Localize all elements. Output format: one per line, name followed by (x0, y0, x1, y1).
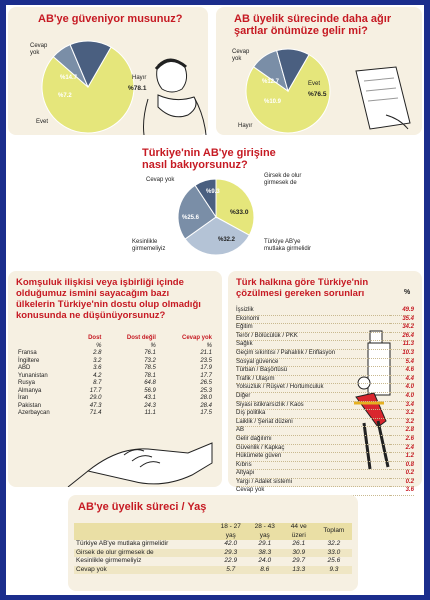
pie-chart-eu-entry (66, 143, 366, 265)
cell-value: 26.1 (292, 540, 306, 547)
cell-value: 2.8 (405, 427, 414, 434)
cell-value: 4.6 (405, 367, 414, 374)
label-eu-must: Türkiye AB'ye mutlaka girmelidir (264, 239, 312, 252)
cell-value: 3.2 (405, 418, 414, 425)
row-label: Girsek de olur girmesek de (76, 548, 154, 556)
row-label: Rusya (18, 380, 36, 386)
row-label: Geçim sıkıntısı / Pahalılık / Enflasyon (236, 349, 336, 356)
panel-neighbours (8, 271, 222, 487)
row-label: Yargı / Adalet sistemi (236, 478, 292, 485)
label-no-2: Hayır (238, 123, 253, 129)
row-label: AB (236, 427, 245, 434)
infographic-page (6, 5, 424, 595)
cell-value: 73.2 (144, 357, 156, 364)
age-table (74, 523, 352, 574)
table-row (74, 549, 352, 558)
table-row (236, 332, 414, 341)
cell-value: 21.1 (200, 350, 212, 356)
cell-value: 8.7 (93, 380, 102, 386)
cell-value: 3.6 (93, 365, 102, 371)
panel-trust-eu (8, 7, 208, 135)
cell-value: 49.9 (402, 307, 414, 313)
row-label: Cevap yok (76, 565, 107, 573)
cell-value: 17.5 (200, 410, 212, 416)
cell-value: 24.3 (144, 402, 156, 409)
row-label: Türkiye AB'ye mutlaka girmelidir (76, 540, 169, 547)
cell-value: 17.9 (200, 365, 212, 371)
cell-value: 28.4 (200, 402, 212, 409)
cell-value: 3.6 (405, 487, 414, 494)
col-no-answer: Cevap yok (181, 335, 212, 341)
table-row (236, 375, 414, 384)
cell-value: 2.6 (405, 435, 414, 442)
cell-value: 17.7 (89, 387, 102, 394)
row-label: Terör / Bölücülük / PKK (236, 332, 298, 339)
col-not-friend: Dost değil (126, 335, 156, 341)
row-label: İran (18, 395, 29, 401)
handshake-illustration (8, 271, 222, 487)
cell-value: 26.5 (200, 380, 212, 386)
row-label: Güvenlik / Kapkaç (236, 444, 285, 451)
value-yes-2: %76.5 (308, 91, 327, 98)
cell-value: 3.4 (405, 401, 414, 408)
label-eu-never: Kesinlikle girmemeliyiz (132, 239, 166, 252)
table-row (236, 307, 414, 315)
row-label: Pakistan (18, 402, 42, 409)
cell-value: 24.0 (258, 557, 272, 564)
cell-value: 22.9 (224, 557, 238, 564)
table-row (236, 478, 414, 487)
col-age-18-27: 18 - 27 yaş (220, 523, 241, 539)
row-label: Diğer (236, 392, 251, 399)
row-label: İşsizlik (236, 307, 254, 313)
cell-value: 5.7 (226, 565, 236, 573)
cell-value: 25.6 (327, 557, 341, 564)
cell-value: 43.1 (144, 395, 156, 401)
cell-value: 2.4 (405, 444, 414, 451)
cell-value: 1.2 (405, 453, 414, 460)
row-label: Sağlık (236, 341, 253, 348)
label-eu-no-answer: Cevap yok (146, 177, 175, 183)
title-trust-eu: AB'ye güveniyor musunuz? (38, 13, 183, 25)
value-no: %78.1 (128, 85, 147, 92)
problems-table (236, 307, 414, 496)
cell-value: 30.9 (292, 548, 306, 556)
cell-value: 4.4 (405, 375, 414, 382)
table-row (236, 453, 414, 462)
value-eu-must: %32.2 (218, 237, 236, 243)
label-no: Hayır (132, 75, 147, 81)
cell-value: 28.0 (200, 395, 212, 401)
row-label: Yunanistan (18, 372, 48, 379)
row-label: Hükümete güven (236, 453, 282, 460)
cell-value: 4.2 (93, 372, 102, 379)
table-row (236, 384, 414, 393)
cell-value: 3.2 (93, 357, 102, 364)
row-label: Yolsuzluk / Rüşvet / Hortumculuk (236, 384, 324, 391)
row-label: Dış politika (236, 410, 266, 417)
value-no-answer: %14.7 (60, 75, 78, 81)
row-label: İngiltere (18, 357, 40, 364)
row-label: Fransa (18, 350, 37, 356)
cell-value: 32.2 (327, 540, 341, 547)
row-label: Altyapı (236, 470, 255, 477)
row-label: Trafik / Ulaşım (236, 375, 275, 382)
row-label: ABD (18, 365, 31, 371)
cell-value: 4.0 (405, 384, 414, 391)
row-label: Gelir dağılımı (236, 435, 272, 442)
cell-value: 11.1 (144, 410, 156, 416)
col-friend: Dost (88, 335, 102, 341)
table-row (236, 324, 414, 333)
cell-value: 71.4 (89, 410, 102, 416)
cell-value: 64.8 (144, 380, 156, 386)
problems-unit: % (404, 289, 411, 296)
table-row (74, 540, 352, 549)
label-yes-2: Evet (308, 81, 321, 87)
cell-value: 47.3 (89, 402, 102, 409)
panel-age (68, 495, 358, 591)
unit: % (96, 342, 102, 349)
table-row (74, 566, 352, 575)
cell-value: 35.4 (402, 315, 414, 322)
col-age-28-43: 28 - 43 yaş (254, 523, 275, 539)
table-row (236, 470, 414, 479)
title-age: AB'ye üyelik süreci / Yaş (78, 501, 207, 513)
cell-value: 42.0 (224, 540, 238, 547)
cell-value: 0.8 (405, 461, 414, 468)
value-eu-never: %25.6 (182, 215, 200, 221)
title-problems: Türk halkına göre Türkiye'nin çözülmesi gereken sorunları (236, 277, 369, 299)
cell-value: 23.5 (200, 357, 212, 364)
unit: % (206, 342, 212, 349)
table-row (236, 401, 414, 410)
panel-eu-entry (66, 143, 366, 265)
cell-value: 5.4 (405, 358, 414, 365)
value-eu-either: %33.0 (230, 209, 249, 216)
value-yes: %7.2 (58, 93, 72, 99)
value-no-2: %10.9 (264, 99, 282, 105)
cell-value: 25.3 (200, 387, 212, 394)
row-label: Laiklik / Şeriat düzeni (236, 418, 293, 425)
row-label: Türban / Başörtüsü (236, 367, 288, 374)
title-eu-entry: Türkiye'nin AB'ye girişine nasıl bakıyorsunuz? (142, 147, 276, 171)
cell-value: 10.3 (402, 349, 414, 356)
table-row (236, 358, 414, 367)
table-row (236, 418, 414, 427)
col-total: Toplam (323, 527, 345, 535)
cell-value: 17.7 (200, 372, 212, 379)
paper-hand-illustration (356, 67, 410, 129)
cell-value: 29.7 (292, 557, 306, 564)
cell-value: 29.1 (258, 540, 272, 547)
row-label: Ekonomi (236, 315, 260, 322)
table-row (236, 435, 414, 444)
table-row (236, 367, 414, 376)
title-neighbours: Komşuluk ilişkisi veya işbirliği içinde olduğumuz ismini sayacağım bazı ülkelerin Türkiye'nin dostu olup olmadığı konusunda ne düşünüyorsunuz? (16, 277, 201, 321)
row-label: Kıbrıs (236, 461, 252, 468)
panel-harder-terms (216, 7, 422, 135)
table-row (236, 341, 414, 350)
table-row (236, 315, 414, 324)
row-label: Cevap yok (236, 487, 265, 494)
cell-value: 78.1 (144, 372, 156, 379)
table-row (236, 410, 414, 419)
cell-value: 9.3 (329, 565, 339, 573)
cell-value: 0.2 (405, 470, 414, 477)
table-row (236, 349, 414, 358)
cell-value: 26.4 (402, 332, 414, 339)
unit: % (150, 342, 156, 349)
cell-value: 38.3 (258, 548, 272, 556)
cell-value: 78.5 (144, 365, 156, 371)
cell-value: 34.2 (402, 324, 414, 331)
cell-value: 2.8 (93, 350, 102, 356)
cell-value: 13.3 (292, 565, 306, 573)
table-row (236, 461, 414, 470)
cell-value: 33.0 (327, 548, 341, 556)
value-no-answer-2: %12.7 (262, 79, 280, 85)
row-label: Eğitim (236, 324, 253, 331)
cell-value: 4.0 (405, 392, 414, 399)
cell-value: 29.3 (224, 548, 238, 556)
cell-value: 11.3 (402, 341, 414, 348)
label-no-answer: Cevap yok (30, 43, 48, 56)
title-harder-terms: AB üyelik sürecinde daha ağır şartlar önümüze gelir mi? (234, 13, 392, 37)
col-age-44-plus: 44 ve üzeri (290, 523, 307, 539)
row-label: Sosyal güvence (236, 358, 279, 365)
cell-value: 29.0 (89, 395, 102, 401)
cell-value: 56.9 (144, 387, 156, 394)
row-label: Azerbaycan (18, 410, 50, 416)
table-row (236, 392, 414, 401)
panel-problems (228, 271, 422, 494)
cell-value: 8.6 (260, 565, 270, 573)
label-no-answer-2: Cevap yok (232, 49, 250, 62)
table-row (236, 444, 414, 453)
pie-chart-harder-terms (216, 7, 422, 135)
row-label: Siyasi istikrarsızlık / Kaos (236, 401, 304, 408)
row-label: Kesinlikle girmemeliyiz (76, 557, 142, 564)
label-eu-either: Girsek de olur girmesek de (264, 173, 302, 186)
value-eu-no-answer: %9.3 (206, 189, 220, 195)
cell-value: 76.1 (144, 350, 156, 356)
row-label: Almanya (18, 387, 42, 394)
table-row (74, 557, 352, 566)
pie-chart-trust-eu (8, 7, 208, 135)
person-thinking-illustration (144, 59, 207, 135)
table-row (236, 427, 414, 436)
cell-value: 3.2 (405, 410, 414, 417)
cell-value: 0.2 (405, 478, 414, 485)
label-yes: Evet (36, 119, 49, 125)
